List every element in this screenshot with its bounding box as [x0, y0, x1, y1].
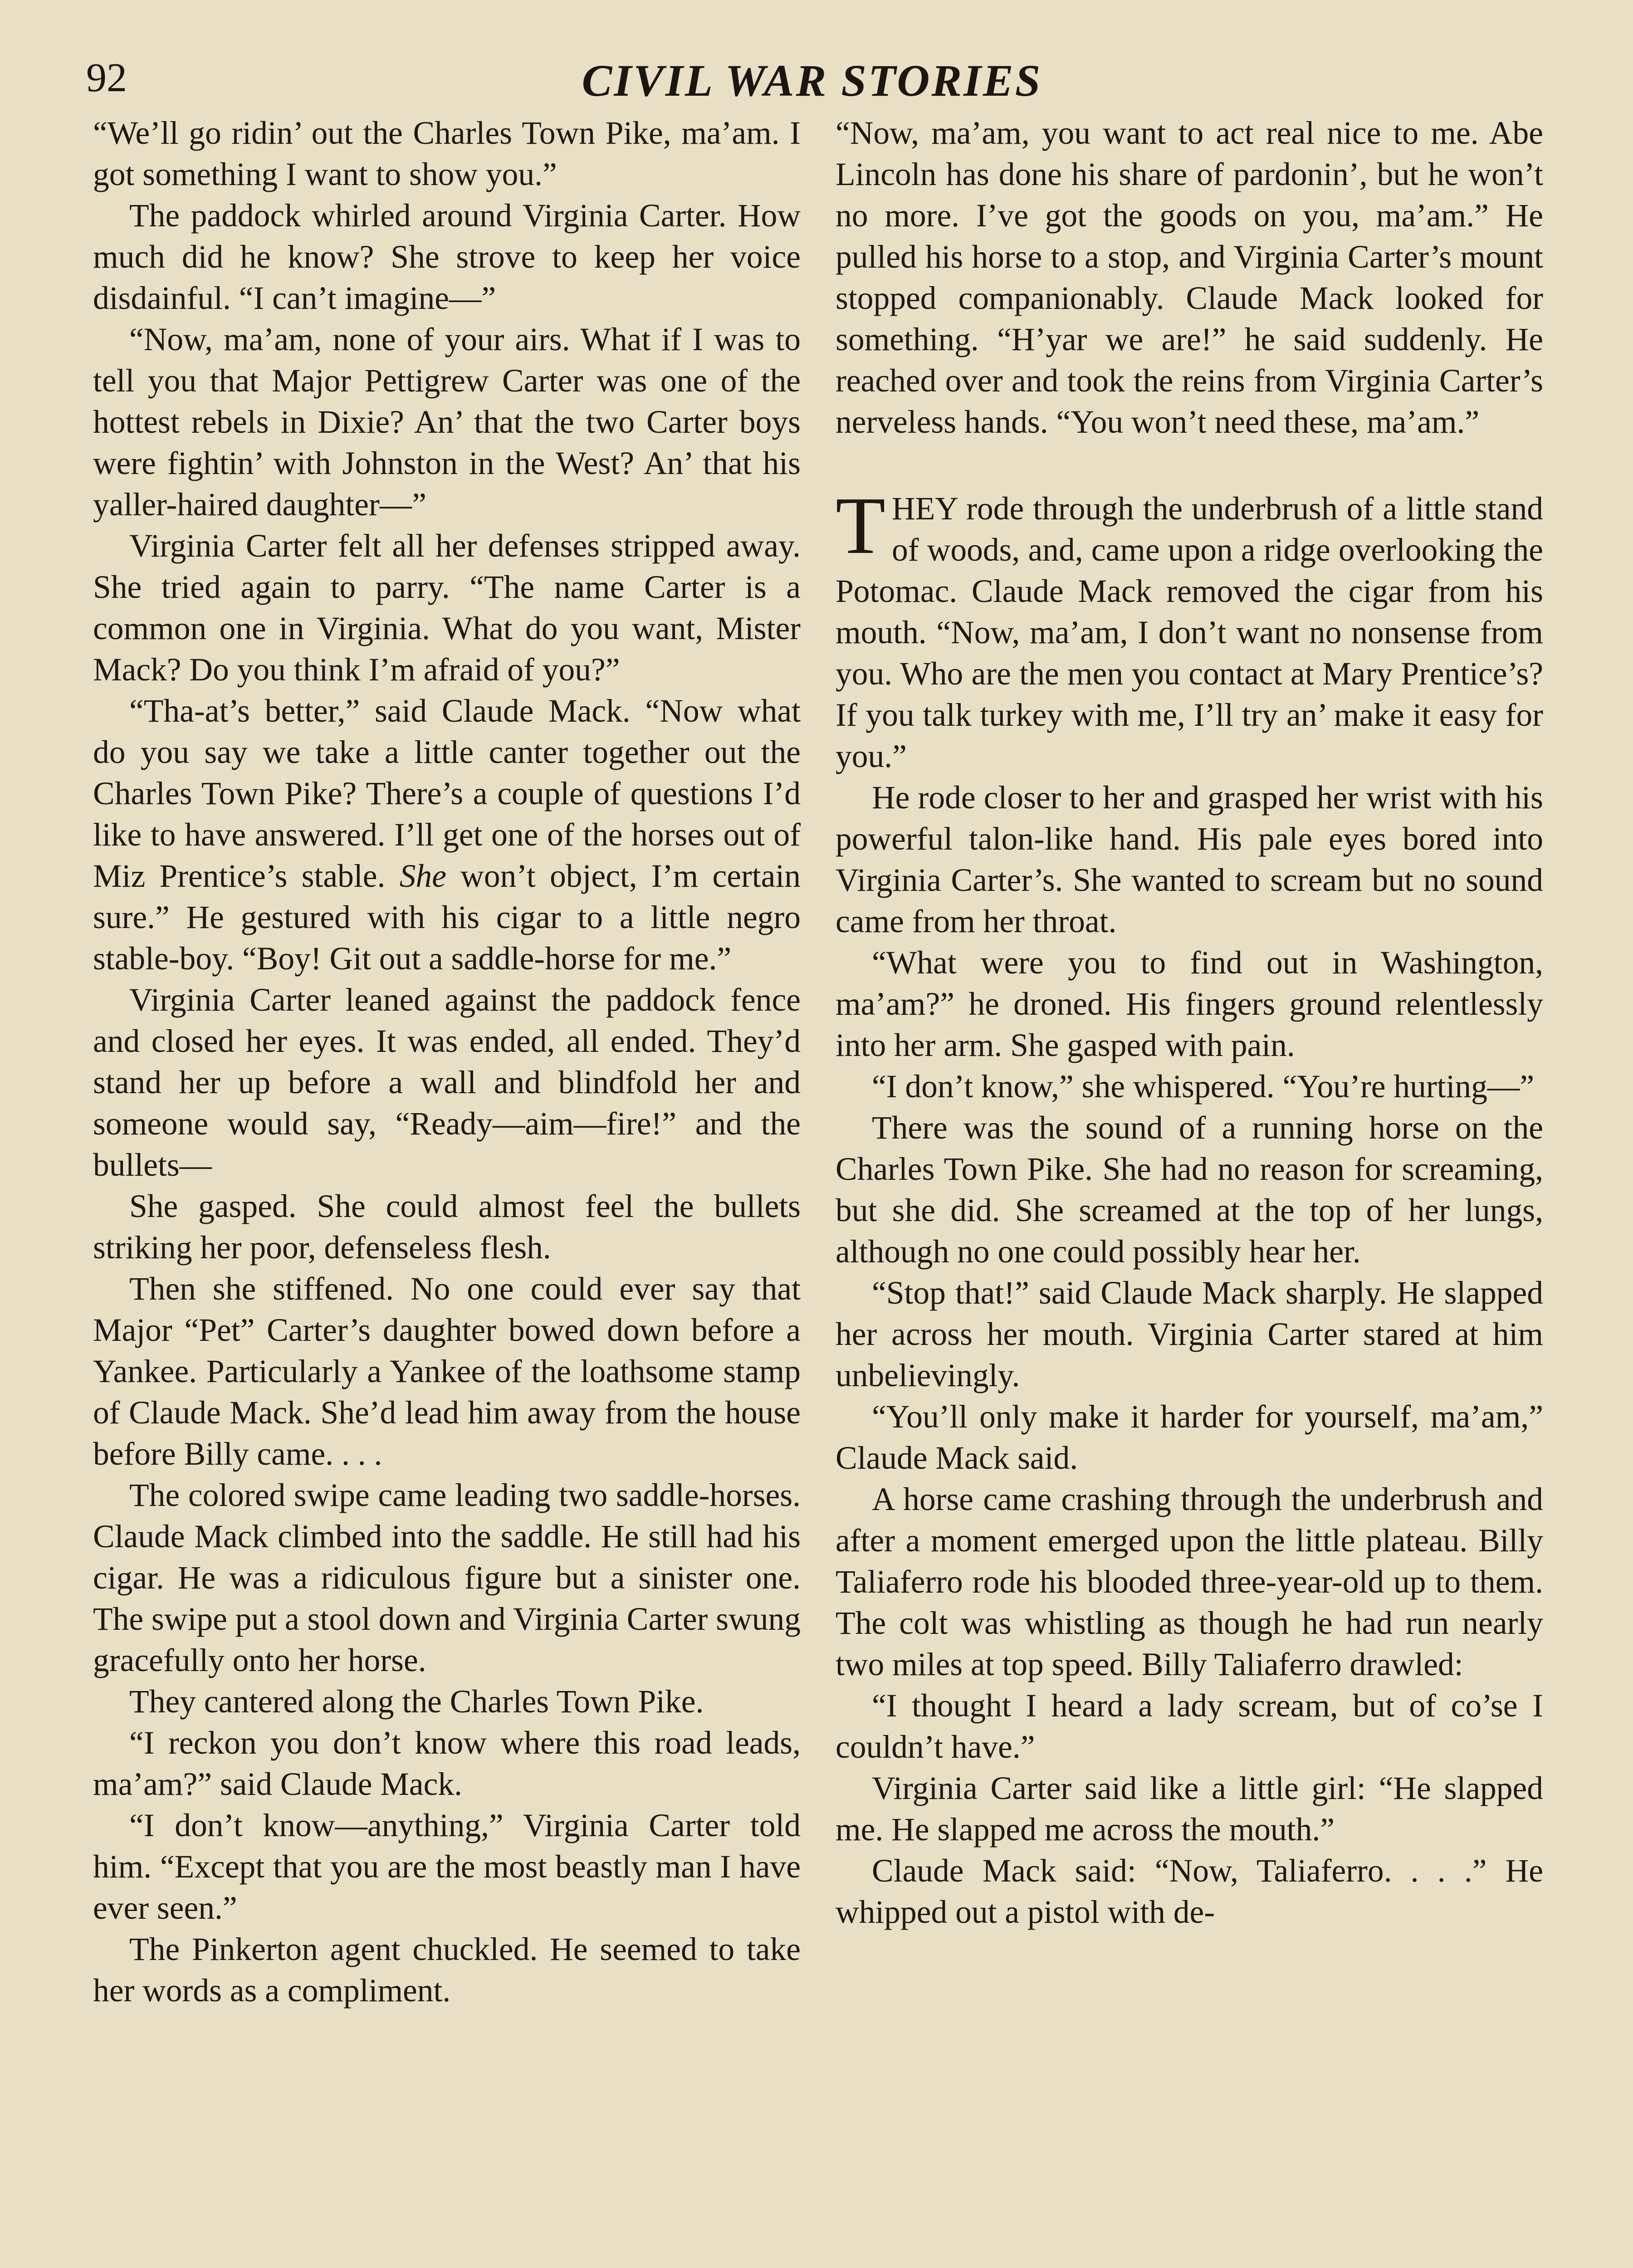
italic-word: She: [399, 858, 446, 894]
paragraph: “I don’t know—anything,” Virginia Carter told him. “Except that you are the most beastly man I have ever seen.”: [93, 1808, 801, 1926]
paragraph-text: “Tha-at’s better,” said Claude Mack. “Now what do you say we take a little canter together out the Charles Town Pike? There’s a couple of questions I’d like to have answered. I’ll get one of the horses out of Miz Prentice’s stable.: [93, 693, 801, 894]
left-column: [93, 112, 801, 2011]
paragraph: He rode closer to her and grasped her wrist with his powerful talon-like hand. His pale eyes bored into Virginia Carter’s. She wanted to scream but no sound came from her throat.: [836, 780, 1543, 939]
paragraph: Virginia Carter felt all her defenses stripped away. She tried again to parry. “The name Carter is a common one in Virginia. What do you want, Mister Mack? Do you think I’m afraid of you?”: [93, 528, 801, 688]
paragraph: Then she stiffened. No one could ever say that Major “Pet” Carter’s daughter bowed down before a Yankee. Particularly a Yankee of the loathsome stamp of Claude Mack. She’d lead him away from the house before Billy came. . . .: [93, 1271, 801, 1472]
paragraph: [93, 690, 801, 979]
paragraph: “I thought I heard a lady scream, but of co’se I couldn’t have.”: [836, 1688, 1543, 1765]
paragraph: Claude Mack said: “Now, Taliaferro. . . .” He whipped out a pistol with de-: [836, 1853, 1543, 1930]
paragraph: The colored swipe came leading two saddle-horses. Claude Mack climbed into the saddle. He still had his cigar. He was a ridiculous figure but a sinister one. The swipe put a stool down and Virginia Carter swung gracefully onto her horse.: [93, 1477, 801, 1678]
paragraph: “Now, ma’am, none of your airs. What if I was to tell you that Major Pettigrew Carter was one of the hottest rebels in Dixie? An’ that the two Carter boys were fightin’ with Johnston in the West? An’ that his yaller-haired daughter—”: [93, 322, 801, 523]
right-column: [836, 112, 1543, 1933]
paragraph: “You’ll only make it harder for yourself, ma’am,” Claude Mack said.: [836, 1399, 1543, 1476]
paragraph: The Pinkerton agent chuckled. He seemed to take her words as a compliment.: [93, 1931, 801, 2009]
paragraph: “What were you to find out in Washington, ma’am?” he droned. His fingers ground relentlessly into her arm. She gasped with pain.: [836, 945, 1543, 1063]
running-title: CIVIL WAR STORIES: [582, 55, 1042, 106]
paragraph: They cantered along the Charles Town Pike.: [129, 1684, 704, 1720]
page-number: 92: [86, 55, 127, 100]
section-opening-paragraph: [836, 480, 1543, 777]
paragraph: Virginia Carter said like a little girl: “He slapped me. He slapped me across the mouth.”: [836, 1770, 1543, 1848]
paragraph: A horse came crashing through the underbrush and after a moment emerged upon the little plateau. Billy Taliaferro rode his blooded three-year-old up to them. The colt was whistling as though he had run nearly two miles at top speed. Billy Taliaferro drawled:: [836, 1481, 1543, 1682]
paragraph: The paddock whirled around Virginia Carter. How much did he know? She strove to keep her voice disdainful. “I can’t imagine—”: [93, 198, 801, 316]
paragraph: There was the sound of a running horse on the Charles Town Pike. She had no reason for screaming, but she did. She screamed at the top of her lungs, although no one could possibly hear her.: [836, 1110, 1543, 1270]
paragraph: “Now, ma’am, you want to act real nice to me. Abe Lincoln has done his share of pardonin’, but he won’t no more. I’ve got the goods on you, ma’am.” He pulled his horse to a stop, and Virginia Carter’s mount stopped companionably. Claude Mack looked for something. “H’yar we are!” he said suddenly. He reached over and took the reins from Virginia Carter’s nerveless hands. “You won’t need these, ma’am.”: [836, 115, 1543, 440]
drop-cap: T: [836, 480, 885, 571]
paragraph: Virginia Carter leaned against the paddock fence and closed her eyes. It was ended, all ended. They’d stand her up before a wall and blindfold her and someone would say, “Ready—aim—fire!” and the bullets—: [93, 982, 801, 1183]
paragraph: “We’ll go ridin’ out the Charles Town Pike, ma’am. I got something I want to show you.”: [93, 115, 801, 192]
paragraph-text: HEY rode through the underbrush of a little stand of woods, and, came upon a ridge overlooking the Potomac. Claude Mack removed the cigar from his mouth. “Now, ma’am, I don’t want no nonsense from you. Who are the men you contact at Mary Prentice’s? If you talk turkey with me, I’ll try an’ make it easy for you.”: [836, 491, 1543, 774]
paragraph-text: won’t object, I’m certain sure.” He gestured with his cigar to a little negro stable-boy. “Boy! Git out a saddle-horse for me.”: [93, 858, 801, 977]
paragraph: “I don’t know,” she whispered. “You’re hurting—”: [872, 1069, 1535, 1105]
paragraph: She gasped. She could almost feel the bullets striking her poor, defenseless flesh.: [93, 1188, 801, 1266]
page-header: [86, 54, 1538, 113]
paragraph: “I reckon you don’t know where this road leads, ma’am?” said Claude Mack.: [93, 1725, 801, 1802]
paragraph: “Stop that!” said Claude Mack sharply. He slapped her across her mouth. Virginia Carter stared at him unbelievingly.: [836, 1275, 1543, 1393]
